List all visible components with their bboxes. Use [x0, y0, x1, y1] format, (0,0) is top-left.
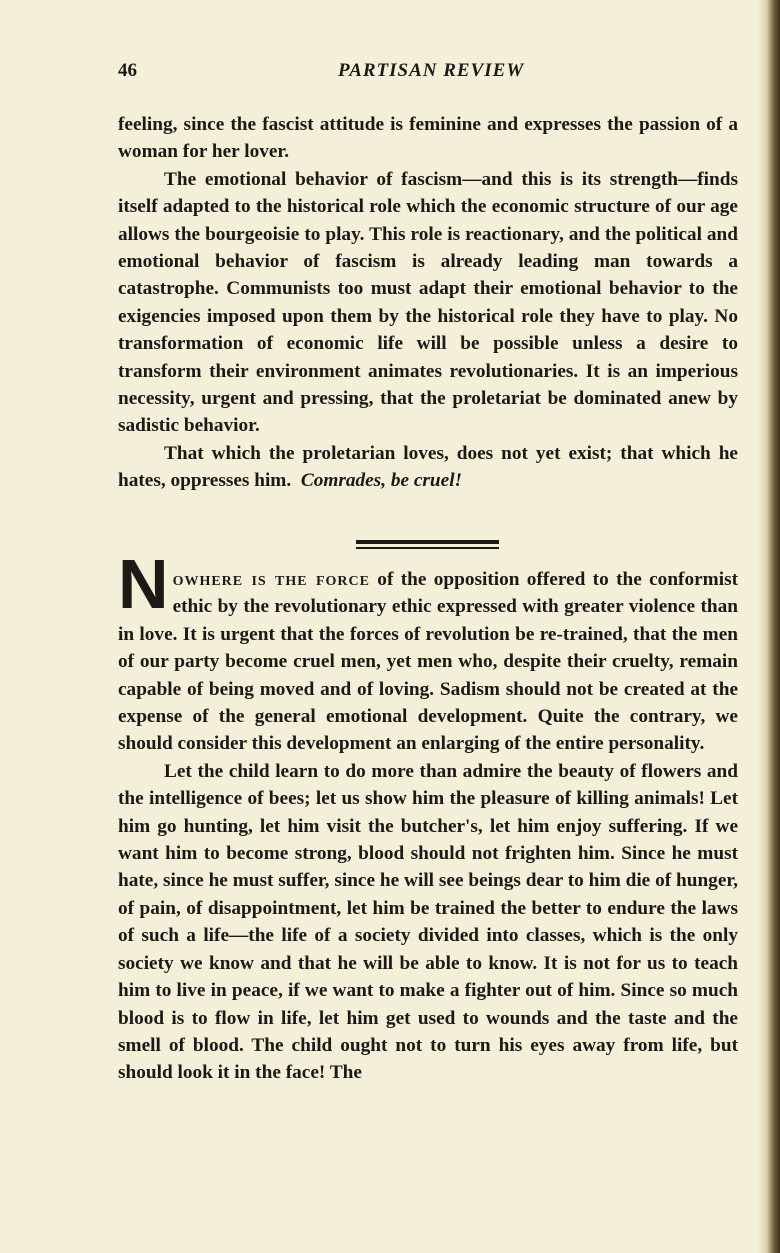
paragraph-5: Let the child learn to do more than admire the beauty of flowers and the intelligence of bees; let us show him the pleasure of killing animals! Let him go hunting, let him visit the butcher's, let him enjoy suffering. If we want him to become strong, blood should not frighten him. Since he must hate, since he must suffer, since he will see beings dear to him die of hunger, of pain, of disappointment, let him be trained the better to endure the laws of such a life—the life of a society divided into classes, which is the only society we know and that he will be able to know. It is not for us to teach him to live in peace, if we want to make a fighter out of him. Since so much blood is to flow in life, let him get used to wounds and the taste and the smell of blood. The child ought not to turn his eyes away from life, but should look it in the face! The: [118, 760, 738, 1084]
paragraph-3-italic: Comrades, be cruel!: [300, 470, 463, 492]
page-edge-shadow: [758, 0, 780, 1253]
section-divider: [356, 540, 499, 550]
paragraph-4-rest: of the opposition offered to the conformist ethic by the revolutionary ethic expressed with greater violence than in love. It is urgent that the forces of revolution be re-trained, that the men of our party become cruel men, yet men who, despite their cruelty, remain capable of being moved and of loving. Sadism should not be created at the expense of the general emotional development. Quite the contrary, we should consider this development an enlarging of the entire personality.: [118, 569, 739, 755]
section-two: [118, 545, 739, 1087]
paragraph-3-text: That which the proletarian loves, does not yet exist; that which he hates, oppresses him.: [118, 442, 738, 492]
section-one: [118, 111, 738, 495]
divider-rule-thin: [356, 547, 499, 549]
journal-title: PARTISAN REVIEW: [338, 60, 525, 81]
divider-rule-thick: [356, 540, 499, 544]
running-head: [118, 60, 738, 90]
paragraph-3: [118, 440, 738, 495]
paragraph-2: The emotional behavior of fascism—and this is its strength—finds itself adapted to the historical role which the economic structure of our age allows the bourgeoisie to play. This role is reactionary, and the political and emotional behavior of fascism is already leading man towards a catastrophe. Communists too must adapt their emotional behavior to the exigencies imposed upon them by the historical role they have to play. No transformation of economic life will be possible unless a desire to transform their environment animates revolutionaries. It is an imperious necessity, urgent and pressing, that the proletariat be dominated anew by sadistic behavior.: [118, 168, 738, 437]
paragraph-1: feeling, since the fascist attitude is feminine and expresses the passion of a woman for her lover.: [118, 114, 738, 163]
page-number: 46: [118, 60, 137, 81]
paragraph-4: [118, 545, 739, 758]
lead-in-small-caps: owhere is the force: [172, 569, 370, 590]
drop-cap: N: [118, 545, 169, 623]
